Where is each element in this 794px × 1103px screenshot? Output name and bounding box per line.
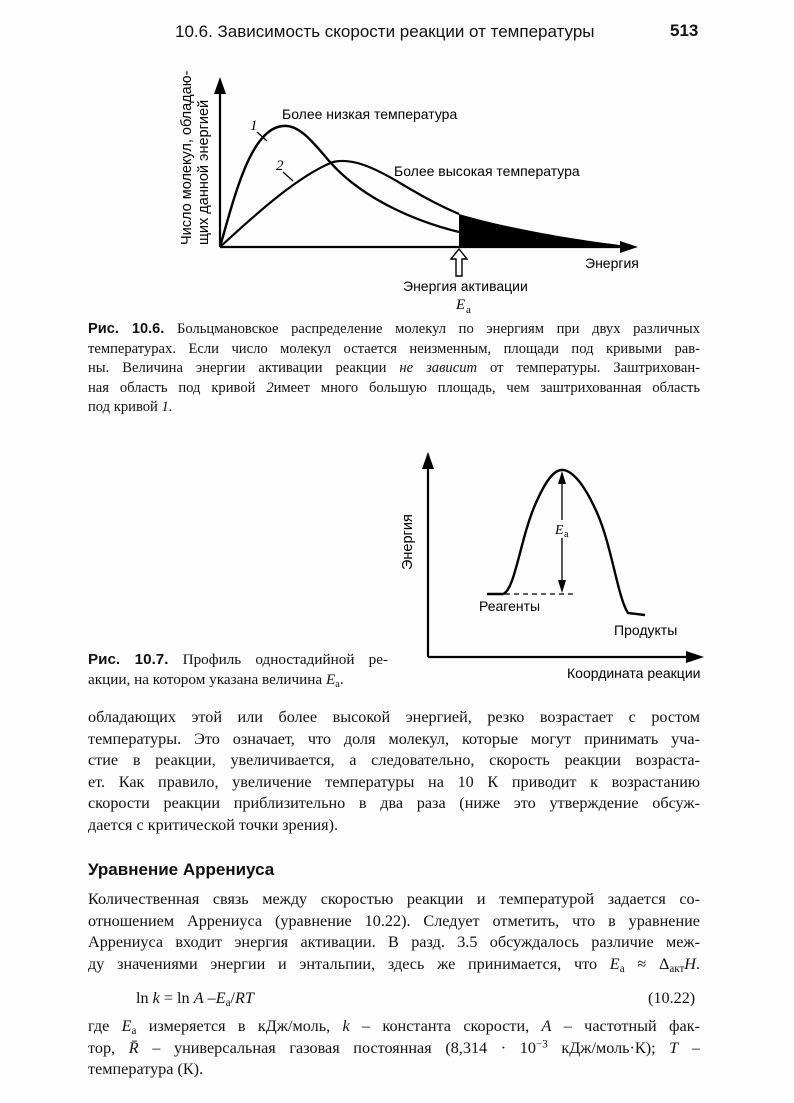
fig7-ea-arrowhead-down-icon [558,580,566,593]
fig7-ea-symbol: E [555,523,564,538]
fig6-curve1-number: 1 [250,118,258,134]
fig6-activation-label: Энергия активации [403,278,528,294]
fig7-x-axis-arrow-icon [686,651,704,663]
section-heading-arrhenius: Уравнение Аррениуса [88,860,275,879]
fig7-reactants-label: Реагенты [479,598,541,614]
arrhenius-paragraph: Количественная связь между скоростью реакции и температурой задается со- отношением Аррениуса (уравнение 10.22). Следует отметить, что в уравнение Аррениуса входит энергия активации. В разд. 3.5 обсуждалось различие меж- ду значениями энергии и энтальпии, здесь же принимается, что $E_a \approx \Delta_{акт}H$. [88,890,701,975]
fig7-y-axis-label: Энергия [400,514,416,570]
fig7-energy-profile-curve [487,470,645,615]
fig6-shaded-area-curve2 [459,214,628,247]
fig7-y-axis-arrow-icon [422,452,434,469]
fig6-curve-1 [220,126,459,247]
fig6-curve2-label: Более высокая температура [394,163,580,179]
fig7-caption-label: Рис. 10.7. [88,651,169,668]
fig7-products-label: Продукты [614,622,678,638]
fig6-y-axis-label-line2: щих данной энергией [196,99,212,245]
equation-number: (10.22) [648,989,696,1007]
fig6-y-axis-label-line1: Число молекул, обладаю- [179,70,195,245]
fig6-curve2-leader [283,172,293,181]
body-paragraph-1: обладающих этой или более высокой энергией, резко возрастает с ростом температуры. Это означает, что доля молекул, которые могут принимать уча- стие в реакции, увеличивается, а следовательно, скорость реакции возраста- ет. Как правило, увеличение температуры на 10 К приводит к возрастанию скорости реакции приблизительно в два раза (ниже это утверждение обсуж- дается с критической точки зрения). [88,708,700,834]
fig6-y-axis-arrow-icon [214,77,226,94]
page-number: 513 [670,21,699,40]
running-header-title: 10.6. Зависимость скорости реакции от температуры [175,22,595,41]
fig7-ea-subscript: a [564,529,569,540]
equation-10-22: ln k = ln A $-E_a/RT$ [136,989,254,1010]
fig6-caption-label: Рис. 10.6. [88,321,165,337]
fig6-x-axis-label: Энергия [585,255,639,271]
fig6-activation-symbol: E [456,297,466,313]
fig7-ea-arrowhead-up-icon [558,471,566,484]
fig6-x-axis-arrow-icon [620,241,638,253]
figure-10-6-boltzmann-distribution [0,0,794,320]
fig7-x-axis-label: Координата реакции [567,665,701,681]
figure-10-6-caption: Рис. 10.6. Больцмановское распределение молекул по энергиям при двух различных температурах. Если число молекул остается неизменным, площади под кривыми рав- ны. Величина энергии активации реакции не зависит от температуры. Заштрихован- ная область под кривой 2имеет много большую площадь, чем заштрихованная область под кривой 1. [88,321,701,416]
fig6-activation-arrow-icon [451,249,467,276]
fig6-activation-subscript: a [466,304,471,316]
fig6-curve2-number: 2 [276,158,284,174]
figure-10-7-caption: Рис. 10.7. Профиль одностадийной ре- акции, на котором указана величина $E_a$. [88,651,389,690]
fig6-curve1-label: Более низкая температура [282,106,458,122]
body-paragraph-2: где $E_a$ измеряется в кДж/моль, k – константа скорости, A – частотный фак- тор, R̄ – универсальная газовая постоянная ($8,314 \cdot 10^{-3}$ кДж/моль·К); T – температура (К). [88,1017,700,1079]
